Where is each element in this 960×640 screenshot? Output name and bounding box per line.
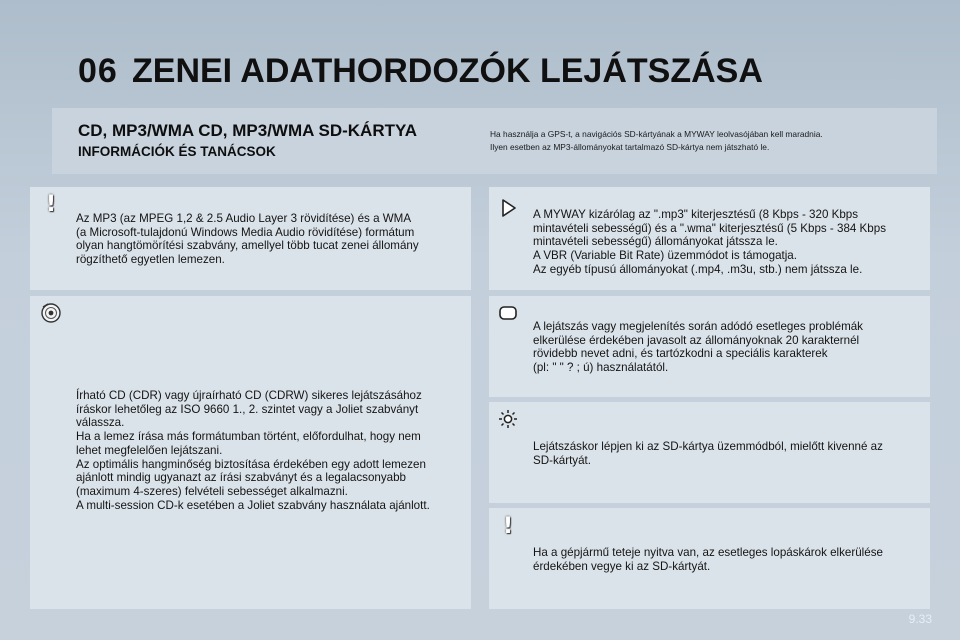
section-subtitle: INFORMÁCIÓK ÉS TANÁCSOK: [78, 144, 276, 159]
header-note: Ha használja a GPS-t, a navigációs SD-kártyának a MYWAY leolvasójában kell maradnia. Ilyen esetben az MP3-állományokat tartalmazó SD-kártya nem játszható le.: [490, 129, 823, 152]
warning-icon: !: [45, 191, 57, 217]
panel-cd-writing: [30, 296, 471, 609]
panel-text: Ha a gépjármű teteje nyitva van, az esetleges lopáskárok elkerülése érdekében vegye ki az SD-kártyát.: [533, 546, 883, 573]
warning-icon: !: [502, 513, 514, 539]
section-title: CD, MP3/WMA CD, MP3/WMA SD-KÁRTYA: [78, 121, 418, 140]
panel-text: Lejátszáskor lépjen ki az SD-kártya üzemmódból, mielőtt kivenné az SD-kártyát.: [533, 440, 883, 467]
panel-sunroof-warning: [489, 508, 930, 609]
panel-mp3-info: [30, 187, 471, 290]
panel-text: Az MP3 (az MPEG 1,2 & 2.5 Audio Layer 3 rövidítése) és a WMA (a Microsoft-tulajdonú Windows Media Audio rövidítése) formátum olyan hangtömörítési szabvány, amellyel több tucat zenei állomány rögzíthető egyetlen lemezen.: [76, 212, 419, 267]
panel-text: Írható CD (CDR) vagy újraírható CD (CDRW) sikeres lejátszásához íráskor lehetőleg az ISO 9660 1., 2. szintet vagy a Joliet szabványt válassza. Ha a lemez írása más formátumban történt, előfordulhat, hogy nem lehet megfelelően lejátszani. Az optimális hangminőség biztosítása érdekében egy adott lemezen ajánlott mindig ugyanazt az írási szabványt és a legalacsonyabb (maximum 4-szeres) felvételi sebességet alkalmazni. A multi-session CD-k esetében a Joliet szabvány használata ajánlott.: [76, 389, 430, 512]
panel-sd-eject: [489, 402, 930, 503]
panel-text: A lejátszás vagy megjelenítés során adódó esetleges problémák elkerülése érdekében javasolt az állományoknak 20 karakternél rövidebb nevet adni, és tartózkodni a speciális karakterek (pl: " " ? ; ú) használatától.: [533, 320, 863, 375]
page-number: 9.33: [908, 612, 932, 626]
chapter-number: 06: [78, 52, 118, 90]
disc-icon: [40, 302, 62, 324]
panel-supported-formats: [489, 187, 930, 290]
page-title: ZENEI ADATHORDOZÓK LEJÁTSZÁSA: [132, 52, 763, 90]
sun-icon: [497, 408, 519, 430]
play-icon: [497, 197, 519, 219]
rounded-rect-icon: [497, 302, 519, 324]
panel-text: A MYWAY kizárólag az ".mp3" kiterjesztésű (8 Kbps - 320 Kbps mintavételi sebességű) és a ".wma" kiterjesztésű (5 Kbps - 384 Kbps mintavételi sebességű) állományokat játssza le. A VBR (Variable Bit Rate) üzemmódot is támogatja. Az egyéb típusú állományokat (.mp4, .m3u, stb.) nem játssza le.: [533, 208, 886, 276]
panel-file-names: [489, 296, 930, 397]
